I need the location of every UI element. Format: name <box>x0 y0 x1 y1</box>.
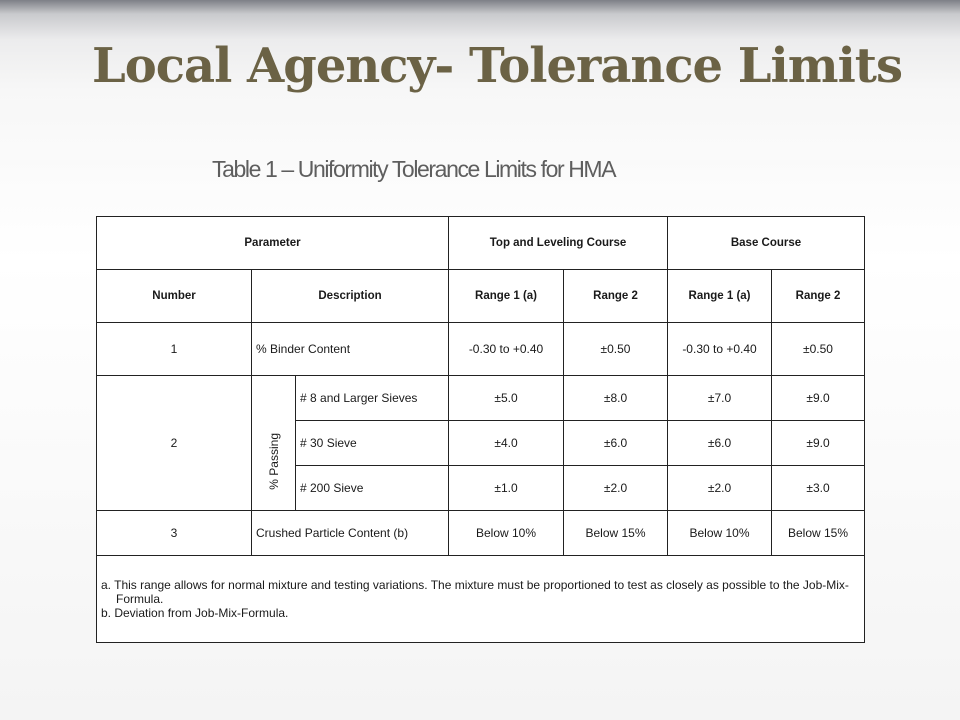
header-top-range-1: Range 1 (a) <box>449 270 564 323</box>
header-description: Description <box>252 270 449 323</box>
cell-base-range-1: -0.30 to +0.40 <box>668 323 772 376</box>
row-description: % Binder Content <box>252 323 449 376</box>
cell-top-range-2: ±2.0 <box>564 466 668 511</box>
cell-base-range-2: ±9.0 <box>772 376 865 421</box>
header-base-range-1: Range 1 (a) <box>668 270 772 323</box>
cell-top-range-1: ±5.0 <box>449 376 564 421</box>
passing-group-label: % Passing <box>266 433 281 490</box>
cell-top-range-1: ±4.0 <box>449 421 564 466</box>
table-row <box>97 376 865 421</box>
table-notes-row <box>97 556 865 643</box>
table-sub-header-row <box>97 270 865 323</box>
cell-base-range-1: ±6.0 <box>668 421 772 466</box>
passing-group-cell <box>252 376 296 511</box>
row-description: # 200 Sieve <box>296 466 449 511</box>
header-parameter: Parameter <box>97 217 449 270</box>
header-top-leveling-course: Top and Leveling Course <box>449 217 668 270</box>
note-b: b. Deviation from Job-Mix-Formula. <box>101 606 289 620</box>
table-row <box>97 323 865 376</box>
cell-top-range-2: ±8.0 <box>564 376 668 421</box>
table-caption: Table 1 – Uniformity Tolerance Limits for HMA <box>212 156 616 182</box>
row-description: Crushed Particle Content (b) <box>252 511 449 556</box>
cell-top-range-2: Below 15% <box>564 511 668 556</box>
cell-base-range-2: Below 15% <box>772 511 865 556</box>
cell-base-range-1: ±7.0 <box>668 376 772 421</box>
table-group-header-row <box>97 217 865 270</box>
row-number: 3 <box>97 511 252 556</box>
cell-top-range-2: ±0.50 <box>564 323 668 376</box>
row-number: 2 <box>97 376 252 511</box>
cell-base-range-2: ±9.0 <box>772 421 865 466</box>
cell-base-range-1: Below 10% <box>668 511 772 556</box>
cell-base-range-1: ±2.0 <box>668 466 772 511</box>
cell-top-range-2: ±6.0 <box>564 421 668 466</box>
header-base-range-2: Range 2 <box>772 270 865 323</box>
table-row <box>97 511 865 556</box>
row-description: # 8 and Larger Sieves <box>296 376 449 421</box>
cell-base-range-2: ±3.0 <box>772 466 865 511</box>
cell-top-range-1: ±1.0 <box>449 466 564 511</box>
header-number: Number <box>97 270 252 323</box>
tolerance-table <box>96 216 865 643</box>
note-a: a. This range allows for normal mixture and testing variations. The mixture must be proportioned to test as closely as possible to the Job-Mix-Formula. <box>101 578 849 606</box>
header-base-course: Base Course <box>668 217 865 270</box>
row-description: # 30 Sieve <box>296 421 449 466</box>
cell-top-range-1: Below 10% <box>449 511 564 556</box>
cell-top-range-1: -0.30 to +0.40 <box>449 323 564 376</box>
cell-base-range-2: ±0.50 <box>772 323 865 376</box>
header-top-range-2: Range 2 <box>564 270 668 323</box>
slide-title: Local Agency- Tolerance Limits <box>92 38 902 94</box>
table-notes <box>97 556 865 643</box>
row-number: 1 <box>97 323 252 376</box>
